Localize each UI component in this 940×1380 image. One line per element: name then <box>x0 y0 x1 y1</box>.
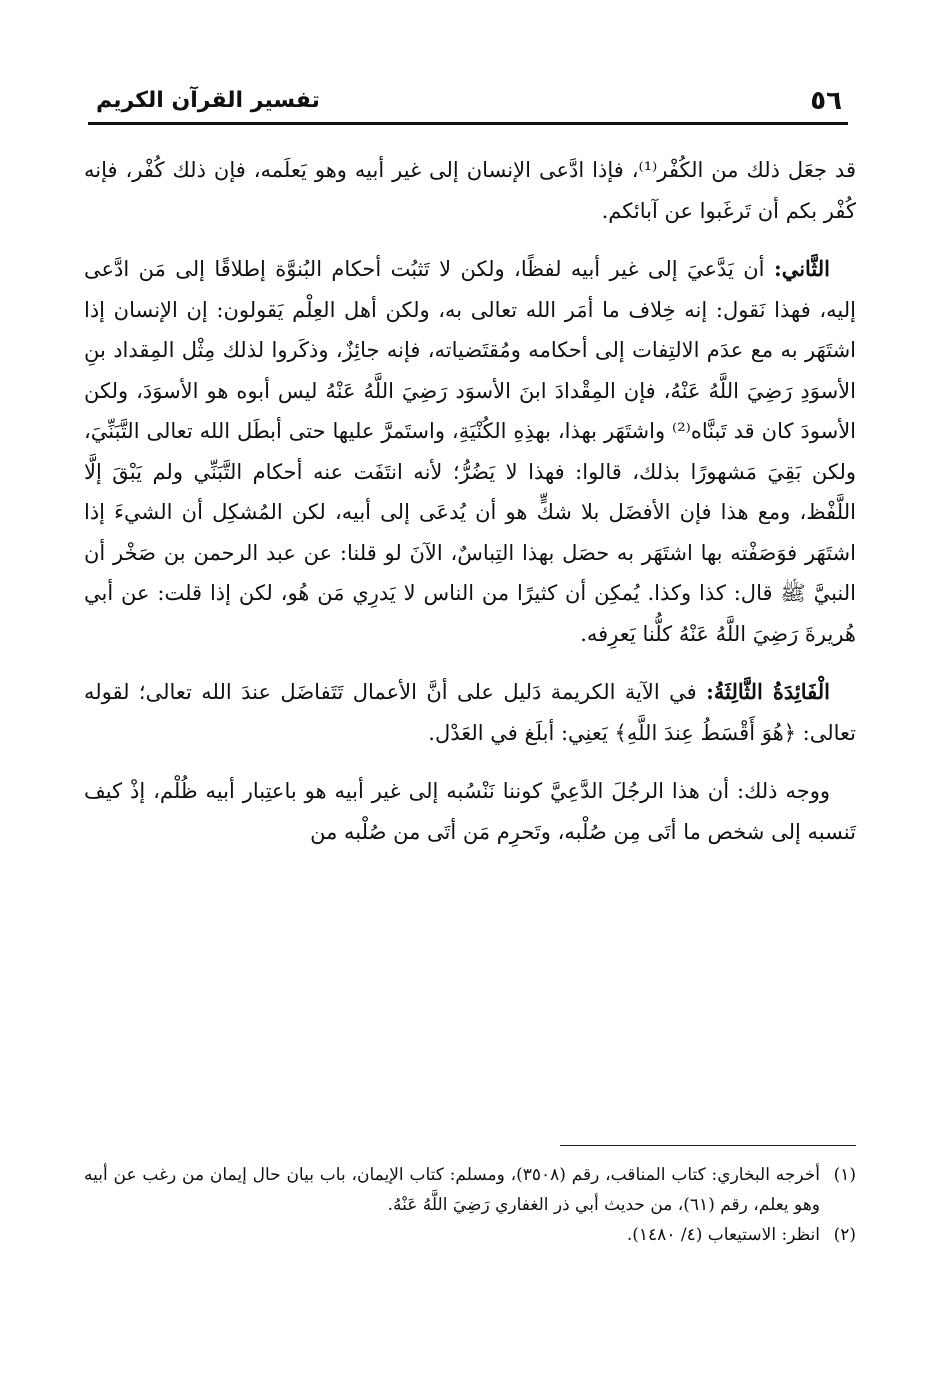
paragraph-3 <box>84 672 856 753</box>
paragraph-2 <box>84 249 856 654</box>
paragraph-3-lead: الْفَائِدَةُ الثَّالِثَةُ: <box>706 679 830 704</box>
paragraph-3-text: في الآية الكريمة دَليل على أنَّ الأعمال تَتَفاضَل عندَ الله تعالى؛ لقوله تعالى: ﴿هُوَ أَقْسَطُ عِندَ اللَّهِ﴾ يَعنِي: أبلَغ في العَدْل. <box>84 680 856 745</box>
main-text <box>84 150 856 870</box>
paragraph-2-text: أن يَدَّعيَ إلى غير أبيه لفظًا، ولكن لا تَثبُت أحكام البُنوَّة إطلاقًا إلى مَن ادَّعى إليه، فهذا نَقول: إنه خِلاف ما أمَر الله تعالى به، ولكن أهل العِلْم يَقولون: إن الإنسان إذا اشتَهَر به مع عدَم الالتِفات إلى أحكامه ومُقتَضياته، فإنه جائِزٌ، وذكَروا لذلك مِثْل المِقداد بنِ الأسوَدِ رَضِيَ اللَّهُ عَنْهُ، فإن المِقْدادَ ابنَ الأسوَد رَضِيَ اللَّهُ عَنْهُ ليس أبوه هو الأسوَدَ، ولكن الأسودَ كان قد تَبنَّاه⁽²⁾ واشتَهَر بهذا، بهذِهِ الكُنْيَةِ، واستَمرَّ عليها حتى أبطَل الله تعالى التَّبَنِّيَ، ولكن بَقِيَ مَشهورًا بذلك، قالوا: فهذا لا يَضُرُّ؛ لأنه انتَفَت عنه أحكام التَّبَنِّي ولم يَبْقَ إلَّا اللَّفْظ، ومع هذا فإن الأفضَل بلا شكٍّ هو أن يُدعَى إلى أبيه، لكن المُشكِل أن الشيءَ إذا اشتَهَر فوَصَفْته بها اشتَهَر به حصَل بهذا التِباسٌ، الآنَ لو قلنا: عن عبد الرحمن بن صَخْر أن النبيَّ ﷺ قال: كذا وكذا. يُمكِن أن كثيرًا من الناس لا يَدرِي مَن هُو، لكن إذا قلت: عن أبي هُريرةَ رَضِيَ اللَّهُ عَنْهُ كلُّنا يَعرِفه. <box>84 257 857 646</box>
footnote-2 <box>84 1220 856 1250</box>
running-header <box>88 86 848 125</box>
book-title: تفسير القرآن الكريم <box>96 88 320 113</box>
page-number: ٥٦ <box>810 86 842 116</box>
footnote-divider <box>560 1145 856 1146</box>
footnote-1-number: (١) <box>833 1165 857 1185</box>
paragraph-1: قد جعَل ذلك من الكُفْر⁽¹⁾، فإذا ادَّعى الإنسان إلى غير أبيه وهو يَعلَمه، فإن ذلك كُفْر، فإنه كُفْر بكم أن تَرغَبوا عن آبائكم. <box>84 158 856 223</box>
paragraph-4: ووجه ذلك: أن هذا الرجُلَ الدَّعِيَّ كوننا نَنْسُبه إلى غير أبيه هو باعتِبار أبيه ظُلْم، إذْ كيف تَنسبه إلى شخص ما أتَى مِن صُلْبه، وتَحرِم مَن أتَى من صُلْبه من <box>84 779 856 844</box>
footnote-1 <box>84 1160 856 1220</box>
footnote-1-text: أخرجه البخاري: كتاب المناقب، رقم (٣٥٠٨)، ومسلم: كتاب الإيمان، باب بيان حال إيمان من رغب عن أبيه وهو يعلم، رقم (٦١)، من حديث أبي ذر الغفاري رَضِيَ اللَّهُ عَنْهُ. <box>84 1165 821 1215</box>
footnote-2-text: انظر: الاستيعاب (٤/ ١٤٨٠). <box>626 1225 820 1245</box>
footnotes <box>84 1160 856 1250</box>
footnote-2-number: (٢) <box>833 1225 856 1245</box>
paragraph-2-lead: الثَّاني: <box>773 256 831 281</box>
